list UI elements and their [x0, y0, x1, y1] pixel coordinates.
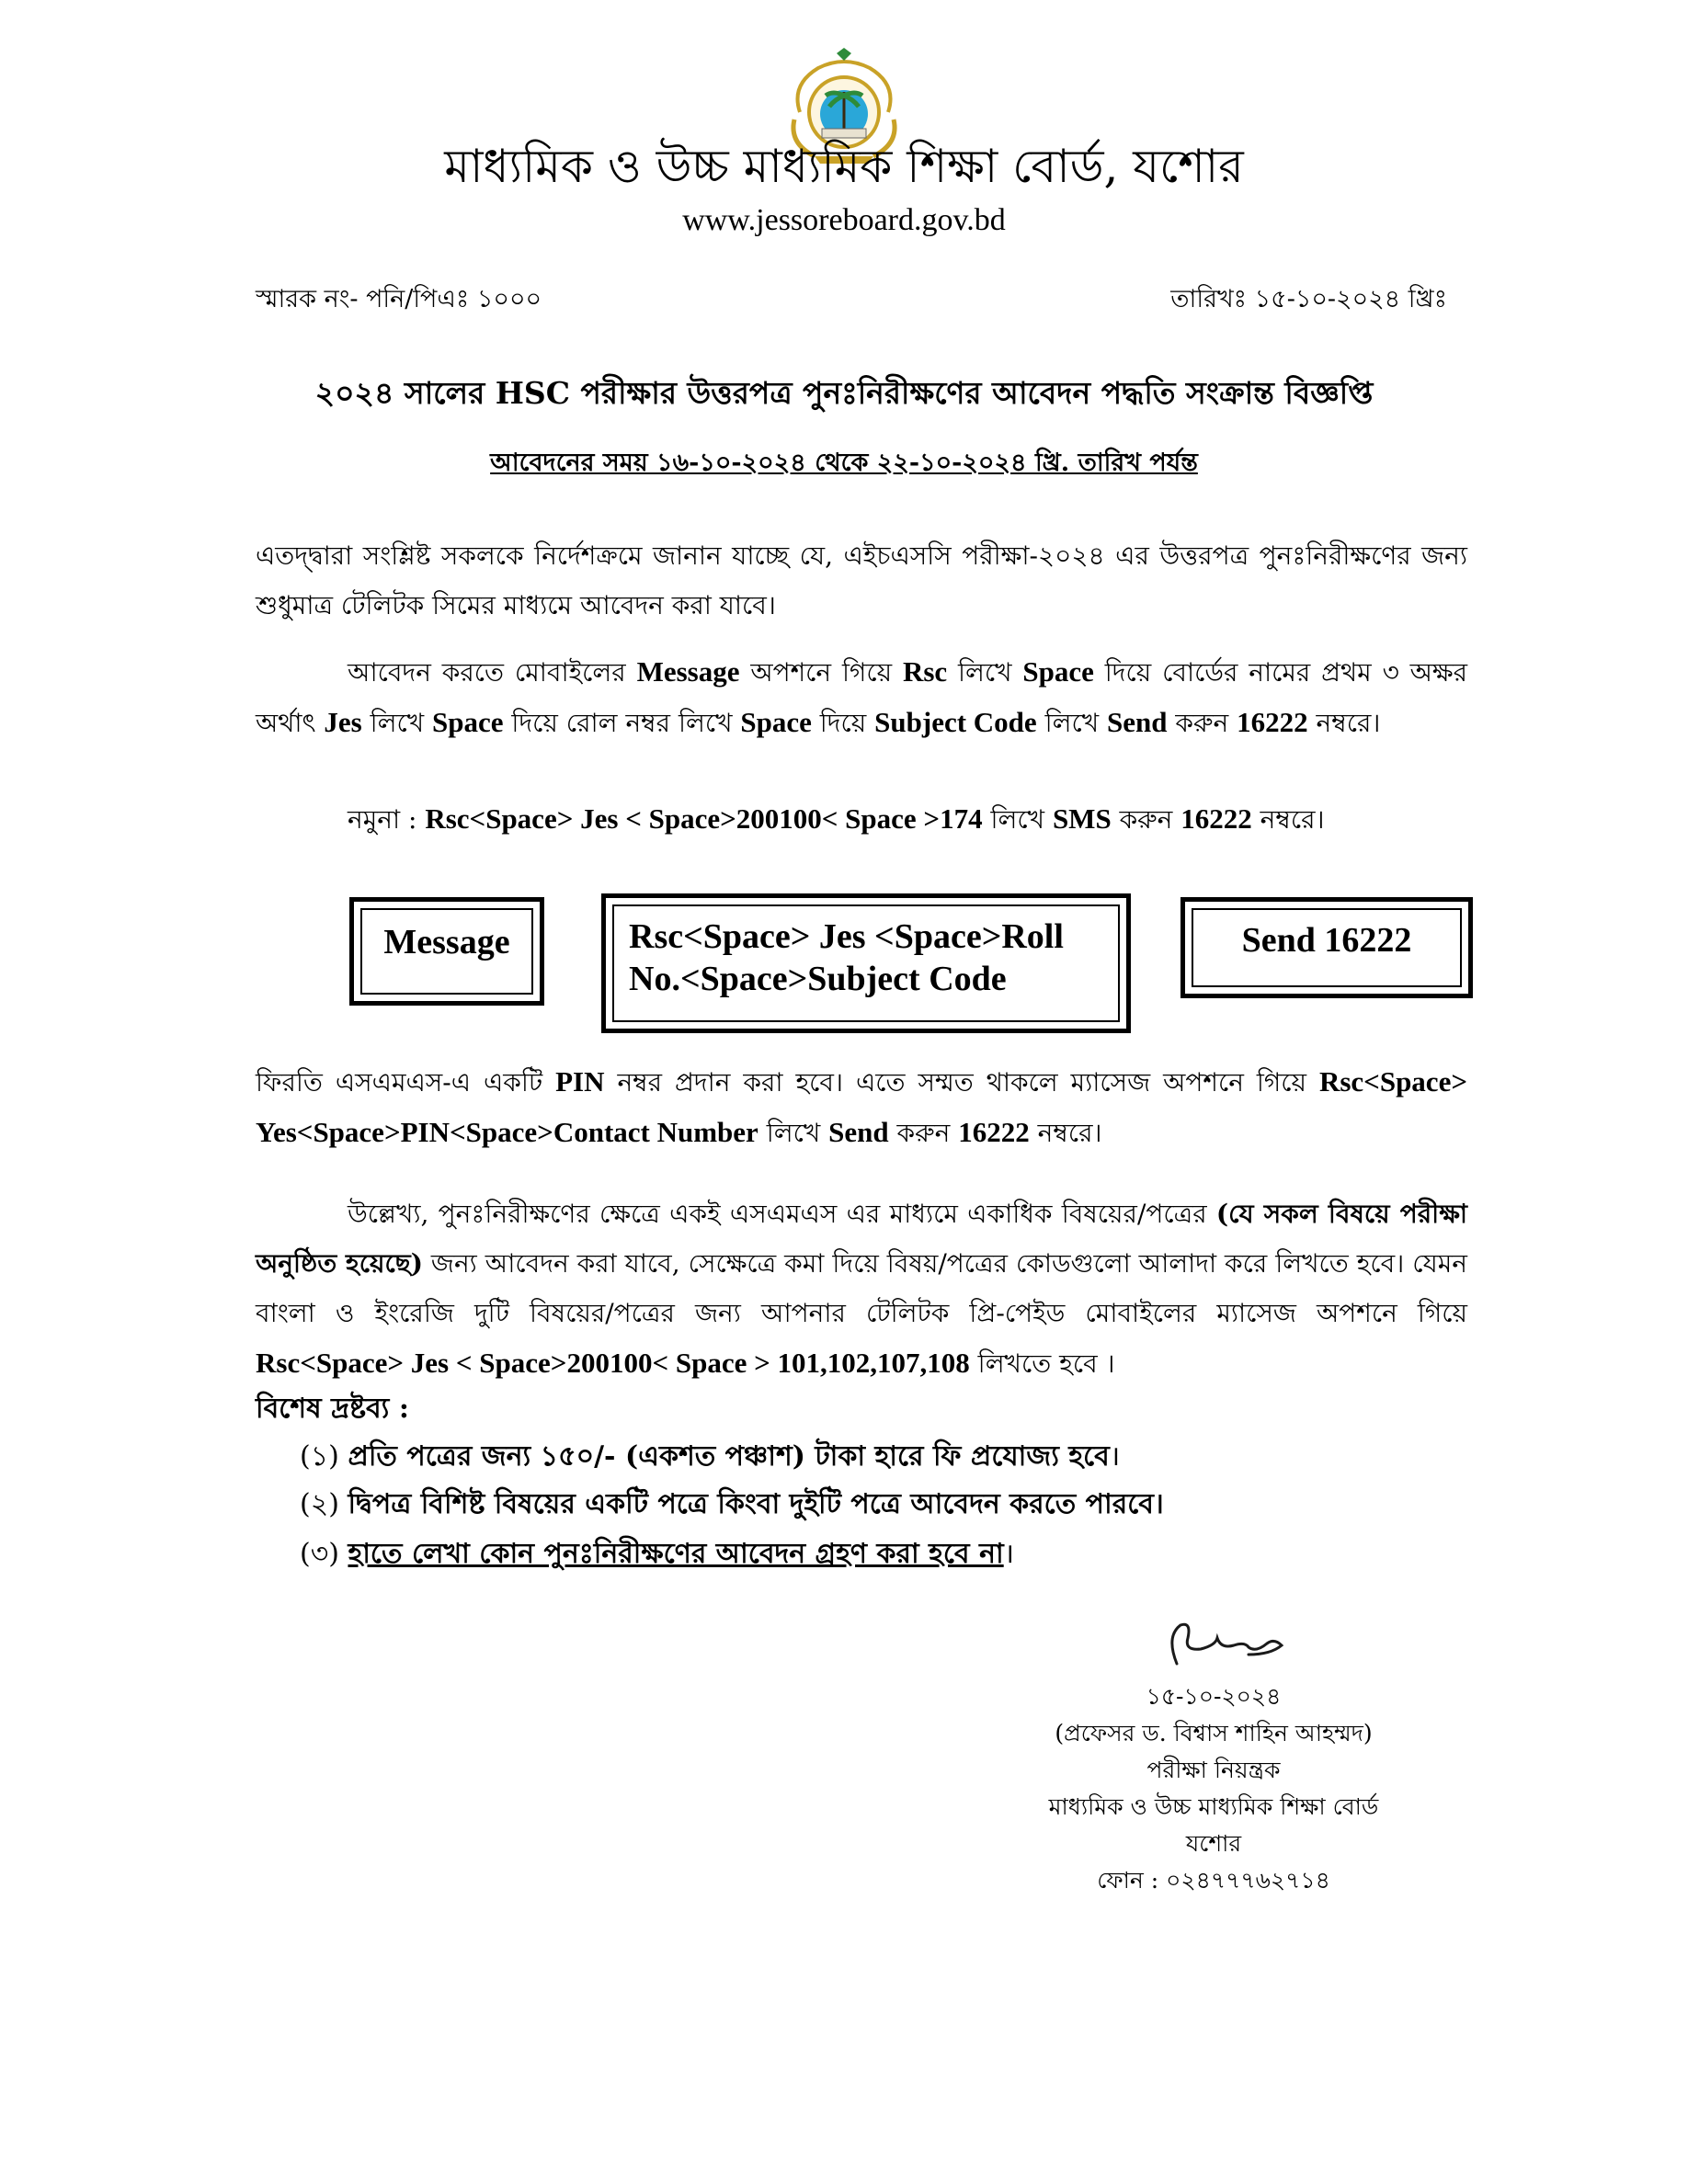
text-run: লিখতে হবে ।	[969, 1348, 1115, 1379]
text-run: লিখে	[1036, 708, 1108, 738]
sms-format-text	[612, 904, 1120, 1022]
text-run: নম্বর প্রদান করা হবে। এতে সম্মত থাকলে ম্যাসেজ অপশনে গিয়ে	[604, 1067, 1319, 1098]
application-period-text: আবেদনের সময় ১৬-১০-২০২৪ থেকে ২২-১০-২০২৪ খ্রি. তারিখ পর্যন্ত	[490, 449, 1198, 477]
text-run: SMS	[1052, 802, 1112, 835]
text-run: Rsc<Space> Jes < Space>200100< Space > 101,102,107,108	[256, 1347, 970, 1379]
text-run: Message	[636, 655, 740, 688]
sms-format-box	[601, 893, 1131, 1033]
intro-paragraph: এতদ্দ্বারা সংশ্লিষ্ট সকলকে নির্দেশক্রমে জানান যাচ্ছে যে, এইচএসসি পরীক্ষা-২০২৪ এর উত্তরপত্র পুনঃনিরীক্ষণের জন্য শুধুমাত্র টেলিটক সিমের মাধ্যমে আবেদন করা যাবে।	[256, 540, 1467, 620]
note-end: ।	[1003, 1538, 1015, 1570]
text-run: করুন	[888, 1118, 959, 1148]
sms-format-line-1: Rsc<Space> Jes <Space>Roll	[629, 917, 1064, 956]
text-run: উল্লেখ্য, পুনঃনিরীক্ষণের ক্ষেত্রে একই এসএমএস এর মাধ্যমে একাধিক বিষয়ের/পত্রের	[348, 1199, 1216, 1229]
note-number: (৩)	[300, 1538, 339, 1570]
text-run: Space	[740, 706, 812, 738]
text-run: ফিরতি এসএমএস-এ একটি	[256, 1067, 556, 1098]
application-period	[0, 443, 1688, 483]
notice-title: ২০২৪ সালের HSC পরীক্ষার উত্তরপত্র পুনঃনিরীক্ষণের আবেদন পদ্ধতি সংক্রান্ত বিজ্ঞপ্তি	[314, 375, 1374, 411]
sms-format-line-2: No.<Space>Subject Code	[629, 960, 1007, 998]
text-run: নম্বরে।	[1251, 804, 1325, 835]
signatory-city: যশোর	[1185, 1830, 1242, 1857]
text-run: Jes	[324, 706, 362, 738]
instruction-paragraph	[256, 647, 1467, 748]
sample-paragraph	[348, 794, 1467, 845]
text-run: নমুনা :	[348, 804, 426, 835]
note-text: দ্বিপত্র বিশিষ্ট বিষয়ের একটি পত্রে কিংবা দুইটি পত্রে আবেদন করতে পারবে।	[348, 1488, 1164, 1520]
send-box-label: Send 16222	[1192, 908, 1462, 987]
message-box	[349, 897, 544, 1006]
signatory-office: মাধ্যমিক ও উচ্চ মাধ্যমিক শিক্ষা বোর্ড	[1048, 1793, 1379, 1820]
text-run: লিখে	[361, 708, 433, 738]
text-run: Send	[1107, 706, 1168, 738]
text-run: 16222	[958, 1116, 1030, 1148]
text-run: অপশনে গিয়ে	[739, 657, 903, 688]
text-run: লিখে	[758, 1118, 829, 1148]
text-run: Space	[1022, 655, 1094, 688]
note-item-3	[300, 1531, 1014, 1577]
send-box	[1180, 897, 1473, 998]
memo-number: স্মারক নং- পনি/পিএঃ ১০০০	[256, 285, 542, 313]
note-item-2	[300, 1482, 1164, 1528]
text-run: লিখে	[982, 804, 1053, 835]
text-run: Space	[432, 706, 504, 738]
board-website: www.jessoreboard.gov.bd	[682, 203, 1006, 237]
text-run: নম্বরে।	[1307, 708, 1381, 738]
signatory-block	[1011, 1678, 1416, 1899]
text-run: দিয়ে বোর্ডের নামের প্রথম ৩ অক্ষর অর্থাৎ	[256, 657, 1467, 738]
multiple-subjects-paragraph	[256, 1189, 1467, 1389]
special-note-heading: বিশেষ দ্রষ্টব্য :	[256, 1393, 409, 1425]
text-run: নম্বরে।	[1029, 1118, 1102, 1148]
note-item-1	[300, 1434, 1120, 1480]
signatory-name: (প্রফেসর ড. বিশ্বাস শাহিন আহম্মদ)	[1055, 1720, 1373, 1746]
note-text: হাতে লেখা কোন পুনঃনিরীক্ষণের আবেদন গ্রহণ করা হবে না	[348, 1538, 1004, 1570]
text-run: আবেদন করতে মোবাইলের	[348, 657, 637, 688]
text-run: Rsc<Space> Yes<Space>PIN<Space>Contact Number	[256, 1065, 1467, 1148]
text-run: 16222	[1180, 802, 1252, 835]
text-run: করুন	[1167, 708, 1237, 738]
text-run: 16222	[1237, 706, 1308, 738]
text-run: জন্য আবেদন করা যাবে, সেক্ষেত্রে কমা দিয়ে বিষয়/পত্রের কোডগুলো আলাদা করে লিখতে হবে। যেমন বাংলা ও ইংরেজি দুটি বিষয়ের/পত্রের জন্য আপনার টেলিটক প্রি-পেইড মোবাইলের ম্যাসেজ অপশনে গিয়ে	[256, 1248, 1467, 1328]
text-run: Rsc	[902, 655, 948, 688]
text-run: দিয়ে	[811, 708, 875, 738]
signatory-designation: পরীক্ষা নিয়ন্ত্রক	[1146, 1757, 1281, 1783]
text-run: (যে সকল বিষয়ে পরীক্ষা অনুষ্ঠিত হয়েছে)	[256, 1199, 1467, 1279]
text-run: করুন	[1111, 804, 1181, 835]
signatory-phone: ফোন : ০২৪৭৭৭৬২৭১৪	[1097, 1867, 1330, 1894]
signature-date: ১৫-১০-২০২৪	[1146, 1683, 1282, 1710]
text-run: লিখে	[947, 657, 1023, 688]
text-run: দিয়ে রোল নম্বর লিখে	[503, 708, 741, 738]
note-number: (১)	[300, 1440, 339, 1473]
note-text: প্রতি পত্রের জন্য ১৫০/- (একশত পঞ্চাশ) টাকা হারে ফি প্রযোজ্য হবে	[348, 1440, 1110, 1473]
text-run: Subject Code	[874, 706, 1037, 738]
handwritten-signature	[1160, 1618, 1298, 1673]
text-run: Rsc<Space> Jes < Space>200100< Space >174	[425, 802, 983, 835]
note-number: (২)	[300, 1488, 339, 1520]
note-end: ।	[1109, 1440, 1121, 1473]
text-run: PIN	[555, 1065, 605, 1098]
text-run: Send	[828, 1116, 889, 1148]
board-name: মাধ্যমিক ও উচ্চ মাধ্যমিক শিক্ষা বোর্ড, যশোর	[444, 140, 1244, 193]
message-box-label: Message	[360, 908, 533, 995]
pin-paragraph	[256, 1057, 1467, 1158]
memo-date: তারিখঃ ১৫-১০-২০২৪ খ্রিঃ	[1170, 285, 1447, 313]
